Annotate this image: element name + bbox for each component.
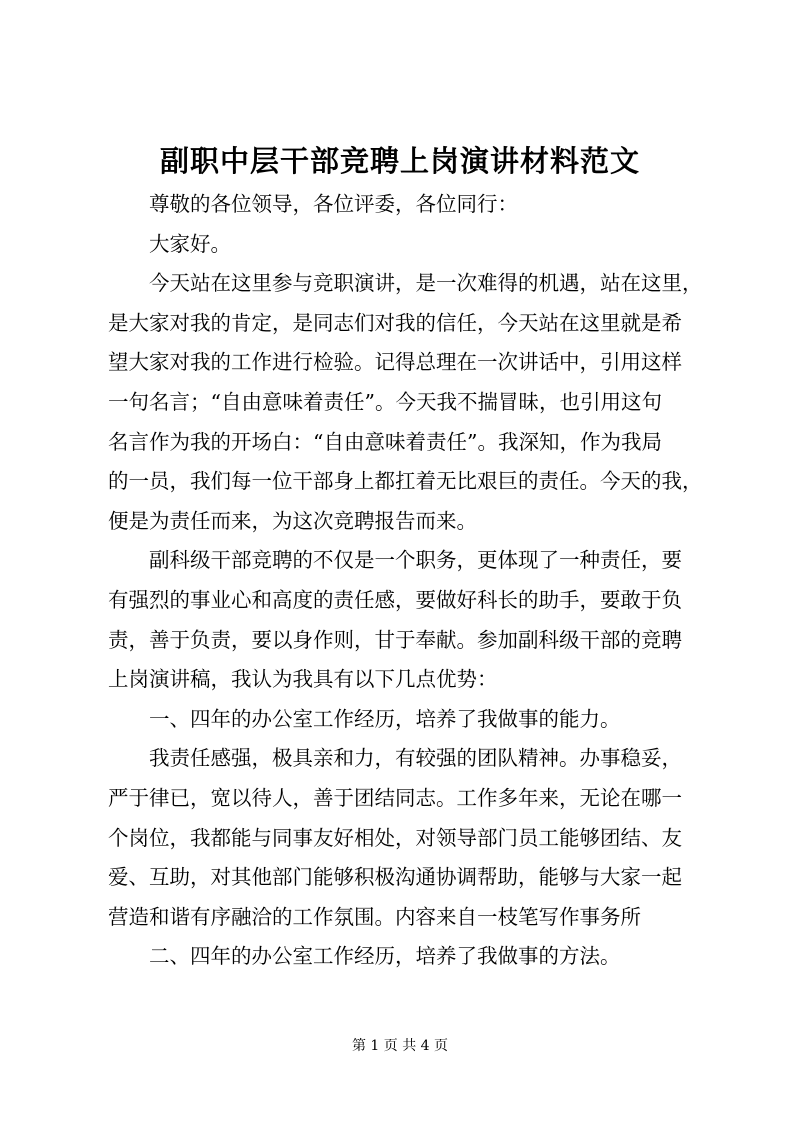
paragraph-point-one-detail: 我责任感强，极具亲和力，有较强的团队精神。办事稳妥， 严于律已，宽以待人，善于团结同志。工作多年来，无论在哪一 个岗位，我都能与同事友好相处，对领导部门员工能够团结、友 爱、互助，对其他部门能够积极沟通协调帮助，能够与大家一起 营造和谐有序融洽的工作氛围。内容来自一枝笔写作事务所 [108, 746, 682, 929]
paragraph-opening: 今天站在这里参与竞职演讲，是一次难得的机遇，站在这里， 是大家对我的肯定，是同志们对我的信任，今天站在这里就是希 望大家对我的工作进行检验。记得总理在一次讲话中，引用这样 一句名言；“自由意味着责任”。今天我不揣冒昧，也引用这句 名言作为我的开场白：“自由意味着责任”。我深知，作为我局 的一员，我们每一位干部身上都扛着无比艰巨的责任。今天的我， 便是为责任而来，为这次竞聘报告而来。 [108, 271, 703, 533]
paragraph-salutation: 尊敬的各位领导，各位评委，各位同行： [149, 192, 518, 216]
paragraph-point-two-heading: 二、四年的办公室工作经历，培养了我做事的方法。 [149, 944, 621, 969]
paragraph-greeting: 大家好。 [149, 231, 231, 256]
page-title: 副职中层干部竞聘上岗演讲材料范文 [159, 144, 640, 178]
page-footer: 第 1 页 共 4 页 [351, 1038, 449, 1054]
document-body [108, 185, 713, 977]
paragraph-point-one-heading: 一、四年的办公室工作经历，培养了我做事的能力。 [149, 706, 621, 731]
paragraph-responsibility: 副科级干部竞聘的不仅是一个职务，更体现了一种责任，要 有强烈的事业心和高度的责任感，要做好科长的助手，要敢于负 责，善于负责，要以身作则，甘于奉献。参加副科级干部的竞聘 上岗演讲稿，我认为我具有以下几点优势： [108, 548, 682, 692]
